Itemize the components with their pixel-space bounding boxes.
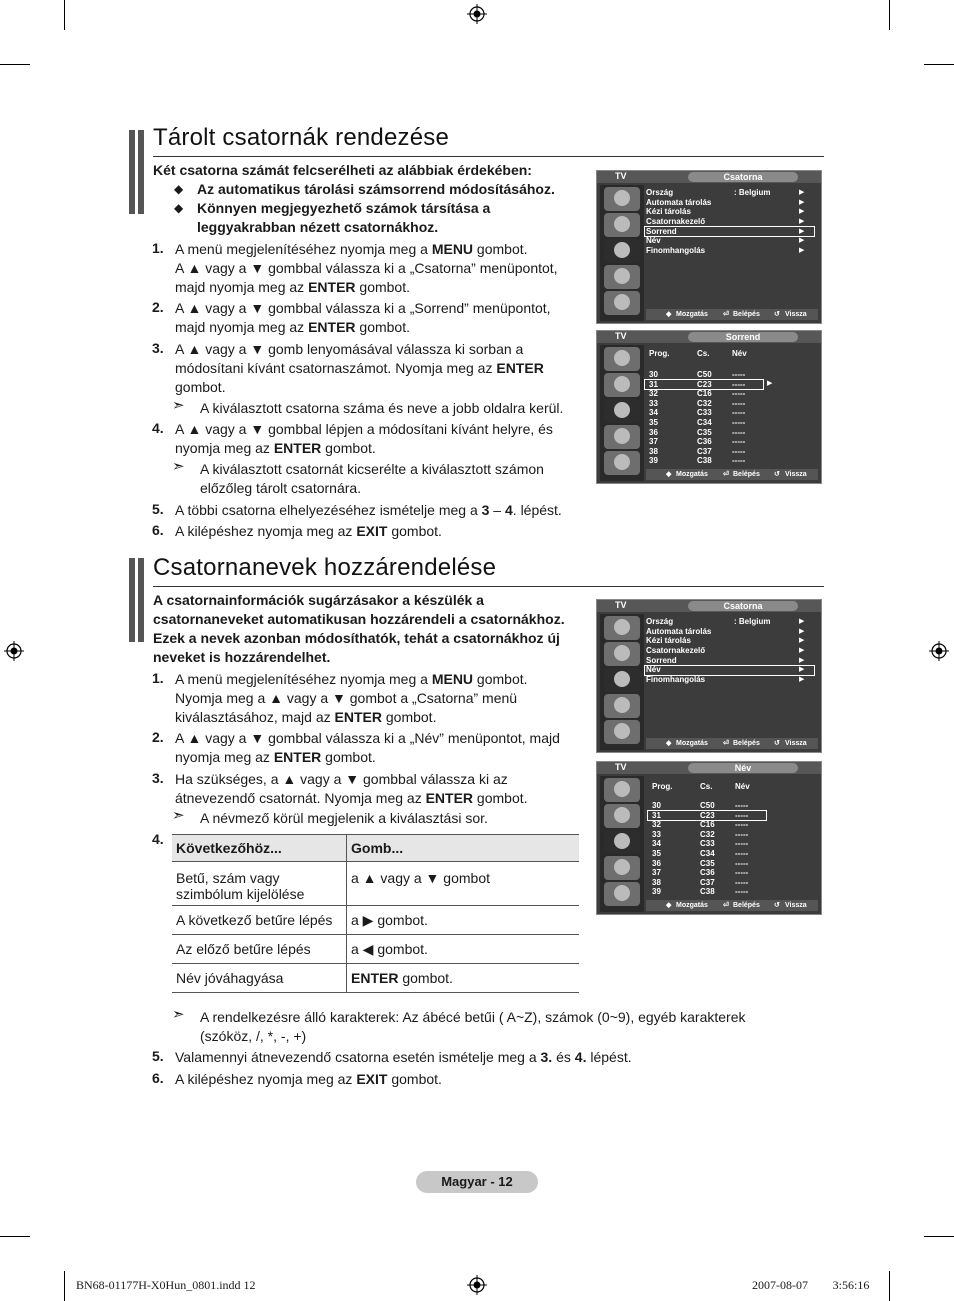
- step-text-part: átnevezendő csatornát. Nyomja meg az: [175, 790, 426, 806]
- step-keyword: ENTER: [334, 709, 382, 725]
- step-text-part: gombot.: [387, 523, 442, 539]
- selection-highlight: [644, 379, 764, 390]
- column-header: Cs.: [697, 349, 710, 358]
- step-keyword: ENTER: [273, 440, 322, 456]
- input-icon: [604, 291, 640, 315]
- bullet-icon: ◆: [174, 182, 184, 196]
- enter-icon: ⏎: [723, 902, 729, 909]
- tv-tag: TV: [615, 171, 627, 181]
- tv-tag: TV: [615, 762, 627, 772]
- prog-cell: 35: [652, 848, 661, 858]
- step-keyword: EXIT: [356, 523, 388, 539]
- note-arrow-icon: ➣: [172, 807, 185, 824]
- name-cell: -----: [735, 848, 749, 858]
- step-keyword: 4: [505, 502, 513, 518]
- bullet-icon: ◆: [174, 201, 184, 215]
- channel-cell: C50: [697, 370, 712, 379]
- move-icon: ◆: [666, 740, 672, 747]
- step-text-part: és: [552, 1049, 575, 1065]
- channel-cell: C35: [697, 427, 712, 437]
- prog-cell: 35: [649, 417, 658, 427]
- step-text-part: –: [489, 502, 505, 518]
- move-right-arrow-icon: ▶: [767, 380, 773, 387]
- tv-menu-item: Ország: [646, 188, 674, 197]
- picture-icon: [604, 778, 640, 802]
- tv-menu-tab: Csatorna: [688, 172, 798, 182]
- prog-cell: 36: [649, 427, 658, 437]
- step-text: [175, 748, 376, 767]
- tv-menu-item: Finomhangolás: [646, 246, 706, 255]
- tv-menu-item: Csatornakezelő: [646, 217, 706, 226]
- tv-menu-item: Csatornakezelő: [646, 646, 706, 655]
- tv-screen-name: [596, 761, 822, 915]
- step-text-part: A többi csatorna elhelyezéséhez ismételje meg a: [175, 502, 482, 518]
- step-keyword: ENTER: [425, 790, 474, 806]
- picture-icon: [604, 616, 640, 640]
- tv-sidebar: [600, 185, 644, 321]
- channel-cell: C38: [700, 887, 715, 897]
- move-icon: ◆: [666, 902, 672, 909]
- enter-icon: ⏎: [723, 311, 729, 318]
- step-keyword: ENTER: [273, 749, 322, 765]
- step-number: 3.: [152, 340, 164, 356]
- channel-cell: C33: [697, 408, 712, 418]
- step-keyword: 4.: [574, 1049, 587, 1065]
- step-number: 2.: [152, 729, 164, 745]
- picture-icon: [604, 187, 640, 211]
- section-marker: [129, 130, 144, 214]
- channel-icon: [604, 668, 640, 692]
- tv-menu-tab: Csatorna: [688, 601, 798, 611]
- section-rule: [153, 156, 824, 157]
- tv-footer: [646, 309, 818, 320]
- step-text-part: Valamennyi átnevezendő csatorna esetén ismételje meg a: [175, 1049, 541, 1065]
- intro-text: Két csatorna számát felcserélheti az alábbiak érdekében:: [153, 162, 532, 178]
- intro-text: neveket is hozzárendelhet.: [153, 649, 331, 665]
- footer-label: Belépés: [733, 902, 760, 909]
- registration-mark-icon: [4, 641, 24, 661]
- tv-menu-item: Automata tárolás: [646, 627, 712, 636]
- tv-sidebar: [600, 776, 644, 912]
- tv-menu-item: Automata tárolás: [646, 198, 712, 207]
- step-text-part: A menü megjelenítéséhez nyomja meg a: [175, 671, 432, 687]
- name-cell: -----: [732, 389, 746, 399]
- table-cell: Az előző betűre lépés: [172, 935, 347, 964]
- note-text: A névmező körül megjelenik a kiválasztási sor.: [200, 810, 488, 826]
- table-header: Következőhöz...: [172, 835, 347, 862]
- prog-cell: 30: [649, 370, 658, 379]
- step-text: [175, 240, 528, 259]
- step-keyword: MENU: [431, 671, 474, 687]
- table-cell: Név jóváhagyása: [172, 964, 347, 993]
- step-text-part: gombot.: [473, 241, 528, 257]
- cell-text: gombot.: [398, 970, 453, 986]
- submenu-arrow-icon: ▶: [799, 237, 805, 244]
- setup-icon: [604, 856, 640, 880]
- move-icon: ◆: [666, 471, 672, 478]
- submenu-arrow-icon: ▶: [799, 647, 805, 654]
- submenu-arrow-icon: ▶: [799, 657, 805, 664]
- name-cell: -----: [735, 810, 749, 820]
- section-rule: [153, 586, 824, 587]
- footer-label: Mozgatás: [676, 471, 708, 478]
- step-keyword: 3: [481, 502, 490, 518]
- channel-cell: C34: [697, 417, 712, 427]
- cell-keyword: ENTER: [351, 970, 399, 986]
- input-icon: [604, 720, 640, 744]
- table-cell: a ◀ gombot.: [351, 941, 428, 957]
- submenu-arrow-icon: ▶: [799, 199, 805, 206]
- enter-icon: ⏎: [723, 740, 729, 747]
- submenu-arrow-icon: ▶: [799, 676, 805, 683]
- submenu-arrow-icon: ▶: [799, 208, 805, 215]
- step-text-part: gombot.: [381, 709, 437, 725]
- step-text-part: majd nyomja meg az: [175, 319, 309, 335]
- channel-cell: C37: [700, 877, 715, 887]
- setup-icon: [604, 425, 640, 449]
- submenu-arrow-icon: ▶: [799, 228, 805, 235]
- registration-mark-icon: [929, 641, 949, 661]
- name-cell: -----: [735, 877, 749, 887]
- note-text: előzőleg tárolt csatornára.: [200, 480, 362, 496]
- note-text: A rendelkezésre álló karakterek: Az ábécé betűi ( A~Z), számok (0~9), egyéb karakterek: [200, 1009, 746, 1025]
- intro-text: Ezek a nevek azonban módosíthatók, tehát a csatornákhoz új: [153, 630, 560, 646]
- step-text: A ▲ vagy a ▼ gombbal válassza ki a „Csatorna” menüpontot,: [175, 260, 558, 276]
- step-number: 6.: [152, 522, 164, 538]
- tv-menu-item: Kézi tárolás: [646, 636, 691, 645]
- bullet-text: Könnyen megjegyezhető számok társítása a: [197, 200, 491, 216]
- table-row: [172, 906, 579, 935]
- note-text: A kiválasztott csatornát kicserélte a kiválasztott számon: [200, 461, 544, 477]
- footer-label: Mozgatás: [676, 740, 708, 747]
- channel-cell: C37: [697, 446, 712, 456]
- step-text: [175, 439, 376, 458]
- channel-icon: [604, 239, 640, 263]
- table-cell: [172, 862, 347, 906]
- submenu-arrow-icon: ▶: [799, 218, 805, 225]
- sound-icon: [604, 373, 640, 397]
- channel-cell: C32: [697, 398, 712, 408]
- tv-menu-list: [646, 185, 818, 305]
- note-arrow-icon: ➣: [172, 1006, 185, 1023]
- table-cell: A következő betűre lépés: [172, 906, 347, 935]
- step-text-part: gombot.: [473, 671, 528, 687]
- intro-text: A csatornainformációk sugárzásakor a készülék a: [153, 592, 484, 608]
- prog-cell: 37: [652, 868, 661, 878]
- footer-label: Vissza: [785, 740, 807, 747]
- submenu-arrow-icon: ▶: [799, 618, 805, 625]
- tv-footer: [646, 900, 818, 911]
- footer-label: Belépés: [733, 740, 760, 747]
- step-text: [175, 501, 562, 520]
- tv-menu-value: : Belgium: [734, 188, 771, 197]
- enter-icon: ⏎: [723, 471, 729, 478]
- submenu-arrow-icon: ▶: [799, 637, 805, 644]
- tv-screen-channel-menu: [596, 170, 822, 324]
- step-text: [175, 670, 528, 689]
- tv-channel-list: [646, 776, 818, 896]
- prog-cell: 39: [652, 887, 661, 897]
- cell-text: Betű, szám vagy: [176, 870, 280, 886]
- step-text-part: lépést.: [586, 1049, 632, 1065]
- prog-cell: 32: [649, 389, 658, 399]
- step-text-part: gombot.: [321, 749, 376, 765]
- step-text-part: A kilépéshez nyomja meg az: [175, 1071, 357, 1087]
- step-number: 1.: [152, 240, 164, 256]
- name-cell: -----: [732, 446, 746, 456]
- name-cell: -----: [732, 408, 746, 418]
- page-number-badge: Magyar - 12: [416, 1171, 538, 1193]
- registration-mark-icon: [467, 4, 487, 24]
- name-cell: -----: [735, 801, 749, 810]
- tv-menu-item: Név: [646, 236, 661, 245]
- column-header: Cs.: [700, 782, 713, 791]
- prog-cell: 31: [652, 810, 661, 820]
- table-header: Gomb...: [351, 840, 404, 856]
- step-keyword: EXIT: [356, 1071, 388, 1087]
- table-cell: a ▶ gombot.: [351, 912, 428, 928]
- section-marker: [129, 558, 144, 642]
- step-text-part: A kilépéshez nyomja meg az: [175, 523, 357, 539]
- submenu-arrow-icon: ▶: [799, 666, 805, 673]
- step-text-part: A menü megjelenítéséhez nyomja meg a: [175, 241, 432, 257]
- channel-cell: C34: [700, 848, 715, 858]
- step-number: 5.: [152, 501, 164, 517]
- prog-cell: 38: [652, 877, 661, 887]
- tv-screen-channel-menu-2: [596, 599, 822, 753]
- name-cell: -----: [732, 379, 746, 389]
- tv-footer: [646, 738, 818, 749]
- channel-cell: C23: [697, 379, 712, 389]
- step-text-part: nyomja meg az: [175, 749, 274, 765]
- step-text-part: gombot.: [355, 279, 410, 295]
- name-cell: -----: [732, 456, 746, 466]
- step-text: [175, 789, 528, 808]
- channel-cell: C23: [700, 810, 715, 820]
- return-icon: ↺: [774, 902, 780, 909]
- step-text: A ▲ vagy a ▼ gombbal lépjen a módosítani kívánt helyre, és: [175, 421, 553, 437]
- name-cell: -----: [732, 370, 746, 379]
- step-text-part: kiválasztásához, majd az: [175, 709, 335, 725]
- table-row: [172, 862, 579, 906]
- step-text: [175, 708, 436, 727]
- submenu-arrow-icon: ▶: [799, 247, 805, 254]
- step-number: 6.: [152, 1070, 164, 1086]
- tv-footer: [646, 469, 818, 480]
- tv-menu-item: Sorrend: [646, 227, 677, 236]
- tv-menu-tab: Név: [688, 763, 798, 773]
- channel-cell: C16: [697, 389, 712, 399]
- sound-icon: [604, 213, 640, 237]
- name-cell: -----: [732, 417, 746, 427]
- tv-menu-item: Ország: [646, 617, 674, 626]
- tv-sidebar: [600, 345, 644, 481]
- selection-highlight: [644, 226, 815, 237]
- footer-label: Vissza: [785, 902, 807, 909]
- footer-label: Belépés: [733, 311, 760, 318]
- tv-channel-list: [646, 345, 818, 465]
- tv-menu-item: Finomhangolás: [646, 675, 706, 684]
- step-text: A ▲ vagy a ▼ gombbal válassza ki a „Sorrend” menüpontot,: [175, 300, 551, 316]
- name-cell: -----: [732, 437, 746, 447]
- name-cell: -----: [735, 858, 749, 868]
- prog-cell: 31: [649, 379, 658, 389]
- section-title: Csatornanevek hozzárendelése: [153, 554, 497, 581]
- section-title: Tárolt csatornák rendezése: [153, 124, 450, 151]
- prog-cell: 33: [652, 829, 661, 839]
- step-number: 3.: [152, 770, 164, 786]
- prog-cell: 39: [649, 456, 658, 466]
- step-text: Nyomja meg a ▲ vagy a ▼ gombot a „Csatorna” menü: [175, 690, 518, 706]
- return-icon: ↺: [774, 311, 780, 318]
- channel-cell: C36: [697, 437, 712, 447]
- name-cell: -----: [732, 398, 746, 408]
- submenu-arrow-icon: ▶: [799, 628, 805, 635]
- step-text-part: . lépést.: [512, 502, 562, 518]
- channel-cell: C33: [700, 839, 715, 849]
- note-arrow-icon: ➣: [172, 458, 185, 475]
- submenu-arrow-icon: ▶: [799, 189, 805, 196]
- tv-menu-item: Sorrend: [646, 656, 677, 665]
- key-table: [172, 834, 579, 993]
- step-text: gombot.: [175, 379, 226, 395]
- prog-cell: 37: [649, 437, 658, 447]
- step-text: A ▲ vagy a ▼ gomb lenyomásával válassza ki sorban a: [175, 341, 524, 357]
- cell-text: szimbólum kijelölése: [176, 886, 305, 902]
- step-text-part: gombot.: [387, 1071, 442, 1087]
- footer-label: Belépés: [733, 471, 760, 478]
- channel-cell: C16: [700, 820, 715, 830]
- channel-icon: [604, 399, 640, 423]
- prog-cell: 34: [649, 408, 658, 418]
- tv-menu-value: : Belgium: [734, 617, 771, 626]
- channel-cell: C35: [700, 858, 715, 868]
- step-keyword: 3.: [540, 1049, 553, 1065]
- table-cell: [347, 964, 580, 993]
- input-icon: [604, 451, 640, 475]
- return-icon: ↺: [774, 471, 780, 478]
- tv-screen-sort: [596, 330, 822, 484]
- column-header: Prog.: [649, 349, 670, 358]
- setup-icon: [604, 265, 640, 289]
- step-text-part: módosítani kívánt csatornaszámot. Nyomja meg az: [175, 360, 497, 376]
- sound-icon: [604, 642, 640, 666]
- step-keyword: ENTER: [308, 319, 356, 335]
- step-number: 4.: [152, 420, 164, 436]
- channel-cell: C38: [697, 456, 712, 466]
- step-keyword: ENTER: [308, 279, 356, 295]
- channel-cell: C50: [700, 801, 715, 810]
- step-keyword: ENTER: [496, 360, 544, 376]
- step-text: Ha szükséges, a ▲ vagy a ▼ gombbal válassza ki az: [175, 771, 508, 787]
- tv-menu-item: Kézi tárolás: [646, 207, 691, 216]
- step-text: [175, 1048, 632, 1067]
- table-cell: a ▲ vagy a ▼ gombot: [351, 870, 491, 886]
- step-text: [175, 522, 442, 541]
- selection-highlight: [647, 810, 767, 821]
- step-text-part: majd nyomja meg az: [175, 279, 309, 295]
- prog-cell: 33: [649, 398, 658, 408]
- step-number: 2.: [152, 299, 164, 315]
- footer-label: Vissza: [785, 311, 807, 318]
- channel-icon: [604, 830, 640, 854]
- prog-cell: 32: [652, 820, 661, 830]
- step-text: A ▲ vagy a ▼ gombbal válassza ki a „Név” menüpontot, majd: [175, 730, 560, 746]
- prog-cell: 34: [652, 839, 661, 849]
- step-text-part: gombot.: [355, 319, 410, 335]
- step-number: 4.: [152, 831, 164, 847]
- name-cell: -----: [735, 820, 749, 830]
- name-cell: -----: [735, 868, 749, 878]
- tv-tag: TV: [615, 331, 627, 341]
- step-keyword: MENU: [431, 241, 474, 257]
- name-cell: -----: [735, 839, 749, 849]
- registration-mark-icon: [467, 1275, 487, 1295]
- selection-highlight: [644, 665, 815, 676]
- setup-icon: [604, 694, 640, 718]
- note-text: (szóköz, /, *, -, +): [200, 1028, 307, 1044]
- prog-cell: 36: [652, 858, 661, 868]
- step-text: [175, 278, 410, 297]
- print-footer-right: 2007-08-07 ￿￿ 3:56:16: [752, 1278, 870, 1292]
- channel-cell: C32: [700, 829, 715, 839]
- name-cell: -----: [732, 427, 746, 437]
- tv-tag: TV: [615, 600, 627, 610]
- sound-icon: [604, 804, 640, 828]
- bullet-text: Az automatikus tárolási számsorrend módosításához.: [197, 181, 555, 197]
- input-icon: [604, 882, 640, 906]
- picture-icon: [604, 347, 640, 371]
- prog-cell: 30: [652, 801, 661, 810]
- table-row: [172, 935, 579, 964]
- tv-sidebar: [600, 614, 644, 750]
- note-arrow-icon: ➣: [172, 397, 185, 414]
- tv-menu-tab: Sorrend: [688, 332, 798, 342]
- step-text: [175, 1070, 442, 1089]
- step-number: 5.: [152, 1048, 164, 1064]
- note-text: A kiválasztott csatorna száma és neve a jobb oldalra kerül.: [200, 400, 564, 416]
- column-header: Prog.: [652, 782, 673, 791]
- footer-label: Vissza: [785, 471, 807, 478]
- name-cell: -----: [735, 829, 749, 839]
- footer-label: Mozgatás: [676, 902, 708, 909]
- channel-cell: C36: [700, 868, 715, 878]
- column-header: Név: [732, 349, 747, 358]
- table-row: [172, 964, 579, 993]
- step-text: [175, 318, 410, 337]
- prog-cell: 38: [649, 446, 658, 456]
- intro-text: csatornaneveket automatikusan hozzárendeli a csatornákhoz.: [153, 611, 565, 627]
- tv-menu-list: [646, 614, 818, 734]
- table-header-row: [172, 835, 579, 862]
- column-header: Név: [735, 782, 750, 791]
- return-icon: ↺: [774, 740, 780, 747]
- bullet-text: leggyakrabban nézett csatornákhoz.: [197, 219, 439, 235]
- footer-label: Mozgatás: [676, 311, 708, 318]
- move-icon: ◆: [666, 311, 672, 318]
- name-cell: -----: [735, 887, 749, 897]
- step-number: 1.: [152, 670, 164, 686]
- step-text-part: gombot.: [321, 440, 376, 456]
- step-text-part: nyomja meg az: [175, 440, 274, 456]
- tv-menu-item: Név: [646, 665, 661, 674]
- step-text: [175, 359, 544, 378]
- print-footer-left: BN68-01177H-X0Hun_0801.indd 12: [76, 1278, 256, 1292]
- step-text-part: gombot.: [473, 790, 528, 806]
